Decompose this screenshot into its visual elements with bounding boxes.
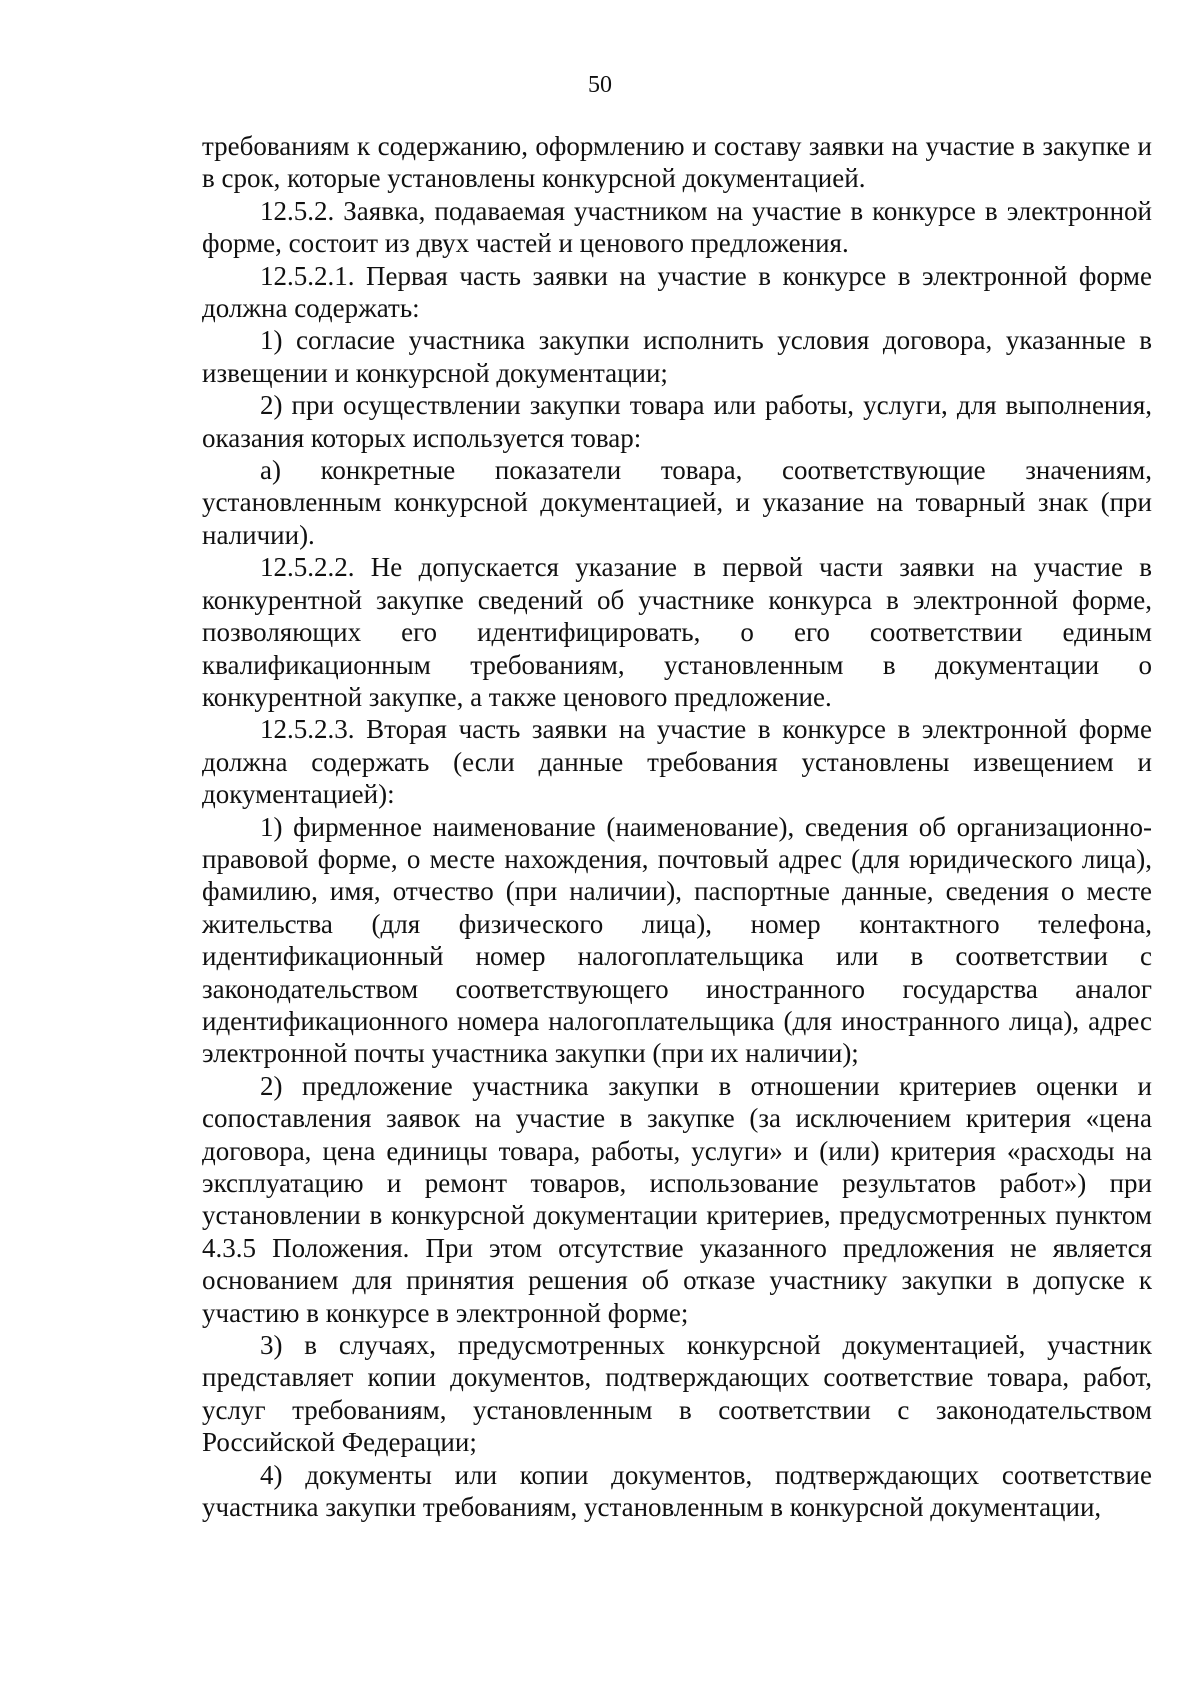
list-item-2-proposal: 2) предложение участника закупки в отношении критериев оценки и сопоставления заявок на участие в закупке (за исключением критерия «цена договора, цена единицы товара, работы, услуги» и (или) критерия «расходы на эксплуатацию и ремонт товаров, использование результатов работ») при установлении в конкурсной документации критериев, предусмотренных пунктом 4.3.5 Положения. При этом отсутствие указанного предложения не является основанием для принятия решения об отказе участнику закупки в допуске к участию в конкурсе в электронной форме;: [202, 1070, 1152, 1328]
paragraph-continuation: требованиям к содержанию, оформлению и составу заявки на участие в закупке и в срок, которые установлены конкурсной документацией.: [202, 131, 1152, 194]
paragraph-12-5-2-2: 12.5.2.2. Не допускается указание в первой части заявки на участие в конкурентной закупке сведений об участнике конкурса в электронной форме, позволяющих его идентифицировать, о его соответствии единым квалификационным требованиям, установленным в документации о конкурентной закупке, а также ценового предложение.: [202, 552, 1152, 712]
paragraph-12-5-2-3: 12.5.2.3. Вторая часть заявки на участие в конкурсе в электронной форме должна содержать (если данные требования установлены извещением и документацией):: [202, 714, 1152, 810]
document-body: [202, 130, 1152, 1523]
list-item-1-consent: 1) согласие участника закупки исполнить условия договора, указанные в извещении и конкурсной документации;: [202, 325, 1152, 388]
list-item-a-indicators: а) конкретные показатели товара, соответствующие значениям, установленным конкурсной документацией, и указание на товарный знак (при наличии).: [202, 455, 1152, 550]
list-item-1-company-info: 1) фирменное наименование (наименование), сведения об организационно-правовой форме, о месте нахождения, почтовый адрес (для юридического лица), фамилию, имя, отчество (при наличии), паспортные данные, сведения о месте жительства (для физического лица), номер контактного телефона, идентификационный номер налогоплательщика или в соответствии с законодательством соответствующего иностранного государства аналог идентификационного номера налогоплательщика (для иностранного лица), адрес электронной почты участника закупки (при их наличии);: [202, 811, 1152, 1069]
paragraph-12-5-2-1: 12.5.2.1. Первая часть заявки на участие в конкурсе в электронной форме должна содержать:: [202, 260, 1152, 324]
list-item-3-copies: 3) в случаях, предусмотренных конкурсной документацией, участник представляет копии документов, подтверждающих соответствие товара, работ, услуг требованиям, установленным в соответствии с законодательством Российской Федерации;: [202, 1330, 1152, 1458]
list-item-4-documents: 4) документы или копии документов, подтверждающих соответствие участника закупки требованиям, установленным в конкурсной документации,: [202, 1459, 1152, 1523]
list-item-2-goods: 2) при осуществлении закупки товара или работы, услуги, для выполнения, оказания которых используется товар:: [202, 390, 1152, 453]
paragraph-12-5-2: 12.5.2. Заявка, подаваемая участником на участие в конкурсе в электронной форме, состоит из двух частей и ценового предложения.: [202, 195, 1152, 259]
page-number: 50: [588, 72, 612, 98]
